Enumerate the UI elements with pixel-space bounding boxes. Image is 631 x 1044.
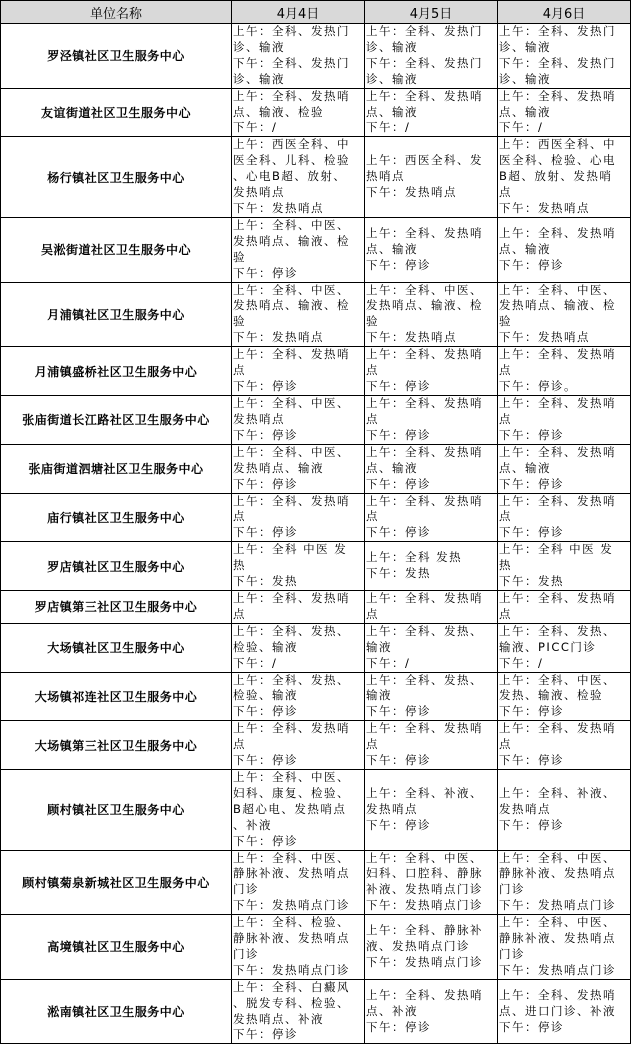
schedule-line: 上午：全科、中医、 bbox=[233, 217, 350, 232]
schedule-line: 点、输液 bbox=[366, 460, 418, 475]
unit-name-cell: 顾村镇菊泉新城社区卫生服务中心 bbox=[1, 850, 232, 915]
schedule-line: B超、放射、发热哨 bbox=[499, 169, 613, 184]
schedule-line: 下午：发热哨点门诊 bbox=[499, 898, 616, 913]
schedule-cell-day-3 bbox=[498, 444, 631, 493]
schedule-cell-day-3 bbox=[498, 591, 631, 624]
schedule-line: 点 bbox=[233, 509, 246, 524]
schedule-cell-day-2 bbox=[365, 137, 498, 218]
table-row bbox=[1, 396, 631, 445]
schedule-line: 点、输液 bbox=[499, 460, 551, 475]
schedule-line: 下午：停诊 bbox=[233, 476, 298, 491]
schedule-line: 上午：全科、发热、 bbox=[233, 672, 350, 687]
schedule-line: 下午：/ bbox=[366, 655, 411, 670]
schedule-line: 上午：全科 中医 发 bbox=[233, 542, 348, 557]
schedule-cell-day-3 bbox=[498, 721, 631, 770]
schedule-line: 医全科、儿科、检验 bbox=[233, 153, 350, 168]
schedule-cell-day-2 bbox=[365, 24, 498, 89]
unit-name-cell: 淞南镇社区卫生服务中心 bbox=[1, 979, 232, 1044]
schedule-line: 发热哨点、输液、检 bbox=[499, 298, 616, 313]
schedule-cell-day-1 bbox=[232, 721, 365, 770]
table-row bbox=[1, 347, 631, 396]
schedule-line: 下午：停诊 bbox=[233, 379, 298, 394]
schedule-cell-day-2 bbox=[365, 88, 498, 137]
schedule-line: 静脉补液、发热哨点 bbox=[233, 866, 350, 881]
schedule-line: 上午：全科、中医、 bbox=[233, 769, 350, 784]
schedule-cell-day-1 bbox=[232, 137, 365, 218]
schedule-line: 点、输液 bbox=[366, 104, 418, 119]
schedule-line: 上午：西医全科、发 bbox=[366, 153, 483, 168]
schedule-line: 液、发热哨点门诊 bbox=[366, 938, 470, 953]
schedule-line: 检验、输液 bbox=[233, 688, 298, 703]
schedule-line: 上午：全科、发热哨 bbox=[499, 88, 616, 103]
schedule-line: 上午：全科、补液、 bbox=[499, 785, 616, 800]
table-row bbox=[1, 444, 631, 493]
table-header-row bbox=[1, 1, 631, 24]
schedule-line: 下午：停诊。 bbox=[499, 379, 577, 394]
schedule-line: 上午：全科、检验、 bbox=[233, 915, 350, 930]
schedule-line: 下午：发热哨点门诊 bbox=[366, 898, 483, 913]
schedule-line: 点、补液 bbox=[366, 1003, 418, 1018]
schedule-cell-day-1 bbox=[232, 396, 365, 445]
schedule-line: 下午：停诊 bbox=[233, 704, 298, 719]
table-row bbox=[1, 217, 631, 282]
schedule-line: 下午：/ bbox=[366, 120, 411, 135]
schedule-cell-day-2 bbox=[365, 282, 498, 347]
schedule-line: 诊、输液 bbox=[499, 71, 551, 86]
table-row bbox=[1, 137, 631, 218]
schedule-line: 上午：全科 中医 发 bbox=[499, 542, 614, 557]
schedule-line: 下午：全科、发热门 bbox=[233, 55, 350, 70]
schedule-cell-day-1 bbox=[232, 623, 365, 672]
unit-name-cell: 吴淞街道社区卫生服务中心 bbox=[1, 217, 232, 282]
unit-name-cell: 高境镇社区卫生服务中心 bbox=[1, 915, 232, 980]
schedule-line: 上午：全科、补液、 bbox=[366, 785, 483, 800]
schedule-cell-day-1 bbox=[232, 850, 365, 915]
schedule-line: 上午：全科、发热哨 bbox=[366, 493, 483, 508]
schedule-line: 诊、输液 bbox=[499, 39, 551, 54]
schedule-line: 上午：全科、发热哨 bbox=[499, 591, 616, 605]
schedule-line: 上午：全科、中医、 bbox=[233, 850, 350, 865]
schedule-line: 发热哨点、补液 bbox=[233, 1011, 324, 1026]
schedule-cell-day-1 bbox=[232, 672, 365, 721]
schedule-line: 诊、输液 bbox=[366, 71, 418, 86]
header-apr-4: 4月4日 bbox=[232, 1, 365, 24]
schedule-line: 下午：发热哨点 bbox=[233, 330, 324, 345]
schedule-line: 上午：全科、发热、 bbox=[366, 672, 483, 687]
schedule-line: 下午：/ bbox=[233, 120, 278, 135]
schedule-line: 上午：全科、发热、 bbox=[366, 623, 483, 638]
schedule-cell-day-2 bbox=[365, 850, 498, 915]
schedule-line: 下午：发热哨点门诊 bbox=[233, 898, 350, 913]
schedule-line: 、脱发专科、检验、 bbox=[233, 995, 350, 1010]
schedule-line: 上午：全科 发热 bbox=[366, 550, 463, 565]
schedule-cell-day-1 bbox=[232, 88, 365, 137]
schedule-line: 下午：停诊 bbox=[499, 753, 564, 768]
schedule-cell-day-3 bbox=[498, 24, 631, 89]
schedule-cell-day-2 bbox=[365, 721, 498, 770]
table-row bbox=[1, 493, 631, 542]
schedule-line: 下午：停诊 bbox=[366, 427, 431, 442]
schedule-line: 上午：全科、发热哨 bbox=[366, 591, 483, 605]
table-row bbox=[1, 721, 631, 770]
schedule-line: 上午：全科、发热哨 bbox=[499, 444, 616, 459]
schedule-line: 下午：停诊 bbox=[366, 817, 431, 832]
schedule-line: 下午：停诊 bbox=[233, 427, 298, 442]
schedule-line: 下午：发热哨点 bbox=[233, 200, 324, 215]
schedule-line: 上午：全科、静脉补 bbox=[366, 923, 483, 938]
schedule-line: 点 bbox=[499, 737, 512, 752]
schedule-line: 发热哨点 bbox=[233, 412, 285, 427]
schedule-line: 上午：全科、发热哨 bbox=[499, 396, 616, 411]
schedule-cell-day-1 bbox=[232, 347, 365, 396]
schedule-line: B超心电、发热哨点 bbox=[233, 801, 347, 816]
schedule-line: 上午：全科、中医、 bbox=[499, 850, 616, 865]
schedule-line: 验 bbox=[233, 249, 246, 264]
schedule-line: 上午：全科、中医、 bbox=[366, 282, 483, 297]
schedule-line: 下午：发热哨点门诊 bbox=[499, 962, 616, 977]
schedule-cell-day-3 bbox=[498, 623, 631, 672]
schedule-line: 上午：全科、发热哨 bbox=[233, 493, 350, 508]
schedule-line: 上午：西医全科、中 bbox=[233, 137, 350, 152]
unit-name-cell: 友谊街道社区卫生服务中心 bbox=[1, 88, 232, 137]
schedule-line: 上午：全科、发热、 bbox=[499, 623, 616, 638]
schedule-cell-day-2 bbox=[365, 444, 498, 493]
schedule-cell-day-1 bbox=[232, 591, 365, 624]
schedule-cell-day-3 bbox=[498, 493, 631, 542]
schedule-line: 验 bbox=[499, 314, 512, 329]
schedule-line: 点 bbox=[366, 363, 379, 378]
schedule-line: 下午：停诊 bbox=[499, 525, 564, 540]
schedule-line: 点 bbox=[233, 606, 246, 621]
schedule-line: 门诊 bbox=[499, 882, 525, 897]
schedule-line: 验 bbox=[366, 314, 379, 329]
schedule-line: 发热哨点、输液、检 bbox=[366, 298, 483, 313]
schedule-line: 、补液 bbox=[233, 817, 272, 832]
schedule-cell-day-1 bbox=[232, 493, 365, 542]
schedule-line: 点、输液、检验 bbox=[233, 104, 324, 119]
unit-name-cell: 大场镇祁连社区卫生服务中心 bbox=[1, 672, 232, 721]
schedule-line: 妇科、口腔科、静脉 bbox=[366, 866, 483, 881]
schedule-line: 补液、发热哨点门诊 bbox=[366, 882, 483, 897]
schedule-line: 下午：发热哨点 bbox=[499, 330, 590, 345]
schedule-cell-day-1 bbox=[232, 542, 365, 591]
schedule-line: 点 bbox=[366, 737, 379, 752]
schedule-cell-day-3 bbox=[498, 88, 631, 137]
schedule-line: 点 bbox=[499, 185, 512, 200]
schedule-line: 上午：全科、发热哨 bbox=[499, 493, 616, 508]
schedule-line: 上午：全科、中医、 bbox=[366, 850, 483, 865]
schedule-line: 下午：停诊 bbox=[499, 817, 564, 832]
schedule-line: 上午：全科、发热哨 bbox=[233, 347, 350, 362]
table-row bbox=[1, 850, 631, 915]
schedule-line: 上午：全科、发热哨 bbox=[366, 721, 483, 736]
schedule-cell-day-2 bbox=[365, 672, 498, 721]
table-row bbox=[1, 282, 631, 347]
schedule-line: 上午：全科、发热哨 bbox=[233, 591, 350, 605]
schedule-line: 点 bbox=[499, 412, 512, 427]
schedule-line: 发热哨点、输液 bbox=[233, 460, 324, 475]
header-apr-6: 4月6日 bbox=[498, 1, 631, 24]
schedule-line: 上午：全科、发热门 bbox=[499, 24, 616, 38]
schedule-line: 上午：全科、中医、 bbox=[233, 444, 350, 459]
schedule-cell-day-2 bbox=[365, 591, 498, 624]
schedule-cell-day-3 bbox=[498, 979, 631, 1044]
schedule-line: 诊、输液 bbox=[366, 39, 418, 54]
schedule-cell-day-1 bbox=[232, 769, 365, 850]
schedule-line: 下午：发热 bbox=[233, 574, 298, 589]
schedule-line: 下午：停诊 bbox=[499, 257, 564, 272]
schedule-line: 诊、输液 bbox=[233, 71, 285, 86]
schedule-line: 上午：全科、发热哨 bbox=[366, 444, 483, 459]
schedule-line: 点 bbox=[499, 363, 512, 378]
table-row bbox=[1, 672, 631, 721]
schedule-cell-day-3 bbox=[498, 137, 631, 218]
schedule-line: 点、输液 bbox=[366, 241, 418, 256]
table-row bbox=[1, 542, 631, 591]
schedule-line: 下午：/ bbox=[499, 655, 544, 670]
schedule-line: 输液 bbox=[366, 639, 392, 654]
unit-name-cell: 罗店镇社区卫生服务中心 bbox=[1, 542, 232, 591]
schedule-line: 上午：全科、发热哨 bbox=[233, 88, 350, 103]
schedule-line: 热 bbox=[499, 558, 512, 573]
unit-name-cell: 月浦镇盛桥社区卫生服务中心 bbox=[1, 347, 232, 396]
schedule-line: 下午：停诊 bbox=[366, 476, 431, 491]
schedule-cell-day-2 bbox=[365, 542, 498, 591]
schedule-line: 热哨点 bbox=[366, 169, 405, 184]
schedule-line: 验 bbox=[233, 314, 246, 329]
schedule-line: 下午：/ bbox=[233, 655, 278, 670]
table-row bbox=[1, 979, 631, 1044]
schedule-cell-day-2 bbox=[365, 347, 498, 396]
schedule-line: 下午：/ bbox=[499, 120, 544, 135]
schedule-cell-day-1 bbox=[232, 444, 365, 493]
schedule-line: 发热哨点、输液、检 bbox=[233, 233, 350, 248]
schedule-line: 下午：停诊 bbox=[366, 1019, 431, 1034]
schedule-line: 下午：停诊 bbox=[233, 1027, 298, 1042]
schedule-line: 下午：发热 bbox=[366, 566, 431, 581]
schedule-line: 点 bbox=[366, 509, 379, 524]
schedule-line: 点 bbox=[233, 363, 246, 378]
schedule-line: 检验、输液 bbox=[233, 639, 298, 654]
table-row bbox=[1, 88, 631, 137]
unit-name-cell: 张庙街道长江路社区卫生服务中心 bbox=[1, 396, 232, 445]
schedule-line: 上午：全科、发热哨 bbox=[499, 721, 616, 736]
unit-name-cell: 顾村镇社区卫生服务中心 bbox=[1, 769, 232, 850]
schedule-line: 静脉补液、发热哨点 bbox=[499, 931, 616, 946]
unit-name-cell: 罗泾镇社区卫生服务中心 bbox=[1, 24, 232, 89]
schedule-line: 点、进口门诊、补液 bbox=[499, 1003, 616, 1018]
schedule-cell-day-3 bbox=[498, 282, 631, 347]
schedule-line: 点 bbox=[499, 606, 512, 621]
schedule-line: 点、输液 bbox=[499, 104, 551, 119]
schedule-cell-day-3 bbox=[498, 672, 631, 721]
schedule-line: 上午：西医全科、中 bbox=[499, 137, 616, 152]
schedule-cell-day-1 bbox=[232, 24, 365, 89]
schedule-line: 上午：全科、中医、 bbox=[499, 672, 616, 687]
schedule-line: 热 bbox=[233, 558, 246, 573]
schedule-cell-day-1 bbox=[232, 979, 365, 1044]
schedule-line: 医全科、检验、心电 bbox=[499, 153, 616, 168]
schedule-line: 下午：停诊 bbox=[499, 704, 564, 719]
schedule-line: 上午：全科、发热哨 bbox=[233, 721, 350, 736]
schedule-line: 下午：发热哨点门诊 bbox=[233, 962, 350, 977]
table-row bbox=[1, 769, 631, 850]
schedule-cell-day-3 bbox=[498, 217, 631, 282]
schedule-line: 点、输液 bbox=[499, 241, 551, 256]
schedule-cell-day-1 bbox=[232, 915, 365, 980]
schedule-line: 上午：全科、发热门 bbox=[233, 24, 350, 38]
schedule-line: 下午：停诊 bbox=[499, 476, 564, 491]
schedule-line: 下午：发热哨点 bbox=[366, 330, 457, 345]
table-row bbox=[1, 915, 631, 980]
schedule-line: 妇科、康复、检验、 bbox=[233, 785, 350, 800]
schedule-line: 下午：停诊 bbox=[366, 379, 431, 394]
table-row bbox=[1, 591, 631, 624]
schedule-line: 下午：停诊 bbox=[499, 427, 564, 442]
schedule-cell-day-2 bbox=[365, 217, 498, 282]
schedule-line: 下午：停诊 bbox=[366, 753, 431, 768]
header-apr-5: 4月5日 bbox=[365, 1, 498, 24]
schedule-line: 上午：全科、中医、 bbox=[233, 282, 350, 297]
schedule-line: 静脉补液、发热哨点 bbox=[499, 866, 616, 881]
schedule-cell-day-3 bbox=[498, 915, 631, 980]
schedule-line: 上午：全科、发热哨 bbox=[499, 225, 616, 240]
schedule-line: 下午：发热 bbox=[499, 574, 564, 589]
schedule-line: 发热哨点 bbox=[499, 801, 551, 816]
schedule-line: 点 bbox=[499, 509, 512, 524]
schedule-line: 上午：全科、发热哨 bbox=[366, 88, 483, 103]
schedule-cell-day-2 bbox=[365, 493, 498, 542]
schedule-cell-day-3 bbox=[498, 347, 631, 396]
schedule-cell-day-1 bbox=[232, 217, 365, 282]
schedule-line: 门诊 bbox=[233, 946, 259, 961]
schedule-line: 静脉补液、发热哨点 bbox=[233, 931, 350, 946]
unit-name-cell: 大场镇第三社区卫生服务中心 bbox=[1, 721, 232, 770]
schedule-line: 下午：停诊 bbox=[366, 525, 431, 540]
schedule-line: 上午：全科、发热哨 bbox=[499, 347, 616, 362]
schedule-cell-day-3 bbox=[498, 850, 631, 915]
unit-name-cell: 张庙街道泗塘社区卫生服务中心 bbox=[1, 444, 232, 493]
schedule-line: 上午：全科、发热哨 bbox=[366, 225, 483, 240]
schedule-line: 上午：全科、发热哨 bbox=[366, 987, 483, 1002]
schedule-line: 上午：全科、中医、 bbox=[233, 396, 350, 411]
schedule-line: 下午：发热哨点 bbox=[366, 185, 457, 200]
schedule-line: 发热、输液、检验 bbox=[499, 688, 603, 703]
schedule-line: 下午：停诊 bbox=[366, 704, 431, 719]
header-unit-name: 单位名称 bbox=[1, 1, 232, 24]
schedule-line: 点 bbox=[366, 606, 379, 621]
schedule-line: 上午：全科、发热门 bbox=[366, 24, 483, 38]
table-body bbox=[1, 24, 631, 1044]
schedule-cell-day-1 bbox=[232, 282, 365, 347]
schedule-cell-day-3 bbox=[498, 396, 631, 445]
schedule-cell-day-2 bbox=[365, 915, 498, 980]
schedule-line: 下午：停诊 bbox=[233, 753, 298, 768]
schedule-line: 发热哨点 bbox=[366, 801, 418, 816]
schedule-line: 门诊 bbox=[499, 946, 525, 961]
schedule-cell-day-2 bbox=[365, 979, 498, 1044]
schedule-line: 发热哨点、输液、检 bbox=[233, 298, 350, 313]
unit-name-cell: 杨行镇社区卫生服务中心 bbox=[1, 137, 232, 218]
schedule-line: 发热哨点 bbox=[233, 185, 285, 200]
schedule-line: 点 bbox=[233, 737, 246, 752]
schedule-line: 上午：全科、中医、 bbox=[499, 282, 616, 297]
unit-name-cell: 罗店镇第三社区卫生服务中心 bbox=[1, 591, 232, 624]
unit-name-cell: 庙行镇社区卫生服务中心 bbox=[1, 493, 232, 542]
schedule-cell-day-2 bbox=[365, 623, 498, 672]
schedule-line: 输液 bbox=[366, 688, 392, 703]
schedule-line: 上午：全科、白癜风 bbox=[233, 979, 350, 994]
schedule-line: 上午：全科、发热哨 bbox=[366, 347, 483, 362]
schedule-line: 下午：发热哨点门诊 bbox=[366, 954, 483, 969]
schedule-line: 上午：全科、发热、 bbox=[233, 623, 350, 638]
schedule-cell-day-2 bbox=[365, 396, 498, 445]
schedule-line: 下午：停诊 bbox=[499, 1019, 564, 1034]
unit-name-cell: 月浦镇社区卫生服务中心 bbox=[1, 282, 232, 347]
table-row bbox=[1, 623, 631, 672]
schedule-cell-day-3 bbox=[498, 542, 631, 591]
schedule-line: 下午：停诊 bbox=[233, 525, 298, 540]
schedule-line: 下午：停诊 bbox=[366, 257, 431, 272]
schedule-line: 下午：发热哨点 bbox=[499, 200, 590, 215]
schedule-line: 下午：停诊 bbox=[233, 833, 298, 848]
schedule-line: 门诊 bbox=[233, 882, 259, 897]
schedule-line: 、心电B超、放射、 bbox=[233, 169, 347, 184]
schedule-line: 诊、输液 bbox=[233, 39, 285, 54]
schedule-cell-day-3 bbox=[498, 769, 631, 850]
schedule-line: 上午：全科、发热哨 bbox=[499, 987, 616, 1002]
table-row bbox=[1, 24, 631, 89]
unit-name-cell: 大场镇社区卫生服务中心 bbox=[1, 623, 232, 672]
schedule-line: 下午：停诊 bbox=[233, 265, 298, 280]
schedule-line: 下午：全科、发热门 bbox=[499, 55, 616, 70]
schedule-cell-day-2 bbox=[365, 769, 498, 850]
schedule-line: 点 bbox=[366, 412, 379, 427]
schedule-line: 输液、PICC门诊 bbox=[499, 639, 597, 654]
schedule-line: 上午：全科、发热哨 bbox=[366, 396, 483, 411]
schedule-line: 上午：全科、中医、 bbox=[499, 915, 616, 930]
schedule-line: 下午：全科、发热门 bbox=[366, 55, 483, 70]
